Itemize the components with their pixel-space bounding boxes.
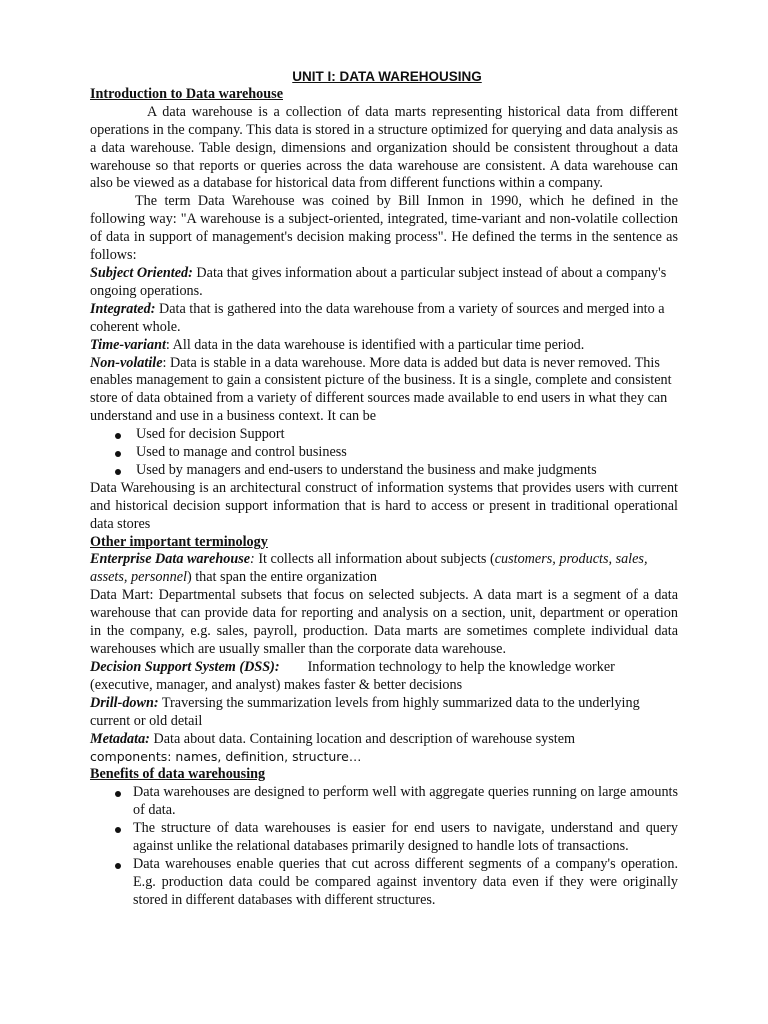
list-item: Data warehouses are designed to perform well with aggregate queries running on large amounts of data.	[90, 784, 678, 820]
term-definition: Data that gives information about a particular subject instead of about a company's ongoing operations.	[90, 264, 667, 299]
term-label: Integrated:	[90, 300, 156, 317]
term-label: Subject Oriented:	[90, 264, 193, 281]
term-subject-oriented	[90, 265, 678, 301]
term-label: Drill-down:	[90, 694, 159, 711]
term-dss	[90, 659, 678, 695]
term-examples: customers, products, sales, assets, personnel	[90, 551, 648, 586]
benefits-heading: Benefits of data warehousing	[90, 766, 266, 783]
benefits-list	[90, 784, 678, 909]
list-item: The structure of data warehouses is easier for end users to navigate, understand and query against unlike the relational databases primarily designed to handle lots of transactions.	[90, 820, 678, 856]
term-definition-end: ) that span the entire organization	[186, 569, 377, 586]
term-integrated	[90, 301, 678, 337]
uses-list	[90, 426, 678, 480]
term-definition: : Data is stable in a data warehouse. More data is added but data is never removed. This enables management to gain a consistent picture of the business. It is a single, complete and consistent store of data obtained from a variety of different sources made available to end users in what they can understand and use in a business context. It can be	[90, 354, 672, 425]
intro-paragraph-2: The term Data Warehouse was coined by Bill Inmon in 1990, which he defined in the following way: "A warehouse is a subject-oriented, integrated, time-variant and non-volatile collection of data in support of management's decision making process". He defined the terms in the sentence as follows:	[90, 193, 678, 264]
term-label: Time-variant	[90, 336, 166, 353]
term-drill-down	[90, 695, 678, 731]
term-definition: Information technology to help the knowledge worker (executive, manager, and analyst) makes faster & better decisions	[90, 658, 615, 693]
term-definition: It collects all information about subjects (	[254, 551, 495, 568]
term-metadata	[90, 731, 678, 749]
term-label: Decision Support System (DSS):	[90, 658, 280, 675]
term-colon: :	[250, 551, 255, 568]
term-data-mart: Data Mart: Departmental subsets that focus on selected subjects. A data mart is a segment of a data warehouse that can provide data for reporting and analysis on a section, unit, department or operation in the company, e.g. sales, payroll, production. Data marts are sometimes complete individual data warehouses which are usually smaller than the corporate data warehouse.	[90, 587, 678, 657]
term-label: Metadata:	[90, 730, 150, 747]
term-definition: Data that is gathered into the data warehouse from a variety of sources and merged into a coherent whole.	[90, 300, 665, 335]
term-definition: : All data in the data warehouse is identified with a particular time period.	[165, 336, 585, 353]
intro-paragraph-1: A data warehouse is a collection of data marts representing historical data from different operations in the company. This data is stored in a structure optimized for querying and data analysis as a data warehouse. Table design, dimensions and organization should be consistent throughout a data warehouse so that reports or queries across the data warehouse are consistent. A data warehouse can also be viewed as a database for historical data from different functions within a company.	[90, 103, 678, 192]
list-item: Used by managers and end-users to understand the business and make judgments	[90, 462, 678, 480]
term-label: Non-volatile	[90, 354, 163, 371]
list-item: Used to manage and control business	[90, 444, 678, 462]
term-definition: Data about data. Containing location and description of warehouse system	[149, 730, 576, 747]
term-non-volatile	[90, 355, 678, 427]
document-content	[90, 68, 678, 910]
term-definition: Traversing the summarization levels from highly summarized data to the underlying current or old detail	[90, 694, 640, 729]
page-title: UNIT I: DATA WAREHOUSING	[292, 69, 482, 84]
intro-heading: Introduction to Data warehouse	[90, 85, 283, 102]
list-item: Used for decision Support	[90, 426, 678, 444]
term-time-variant	[90, 337, 678, 355]
data-warehousing-paragraph: Data Warehousing is an architectural construct of information systems that provides users with current and historical decision support information that is hard to access or present in traditional operational data stores	[90, 479, 678, 532]
term-label: Enterprise Data warehouse	[90, 551, 251, 568]
term-metadata-continued: components: names, definition, structure…	[90, 749, 362, 765]
term-enterprise-data-warehouse	[90, 551, 678, 587]
other-terminology-heading: Other important terminology	[90, 533, 268, 550]
list-item: Data warehouses enable queries that cut across different segments of a company's operation. E.g. production data could be compared against inventory data even if they were originally stored in different databases with different structures.	[90, 856, 678, 910]
